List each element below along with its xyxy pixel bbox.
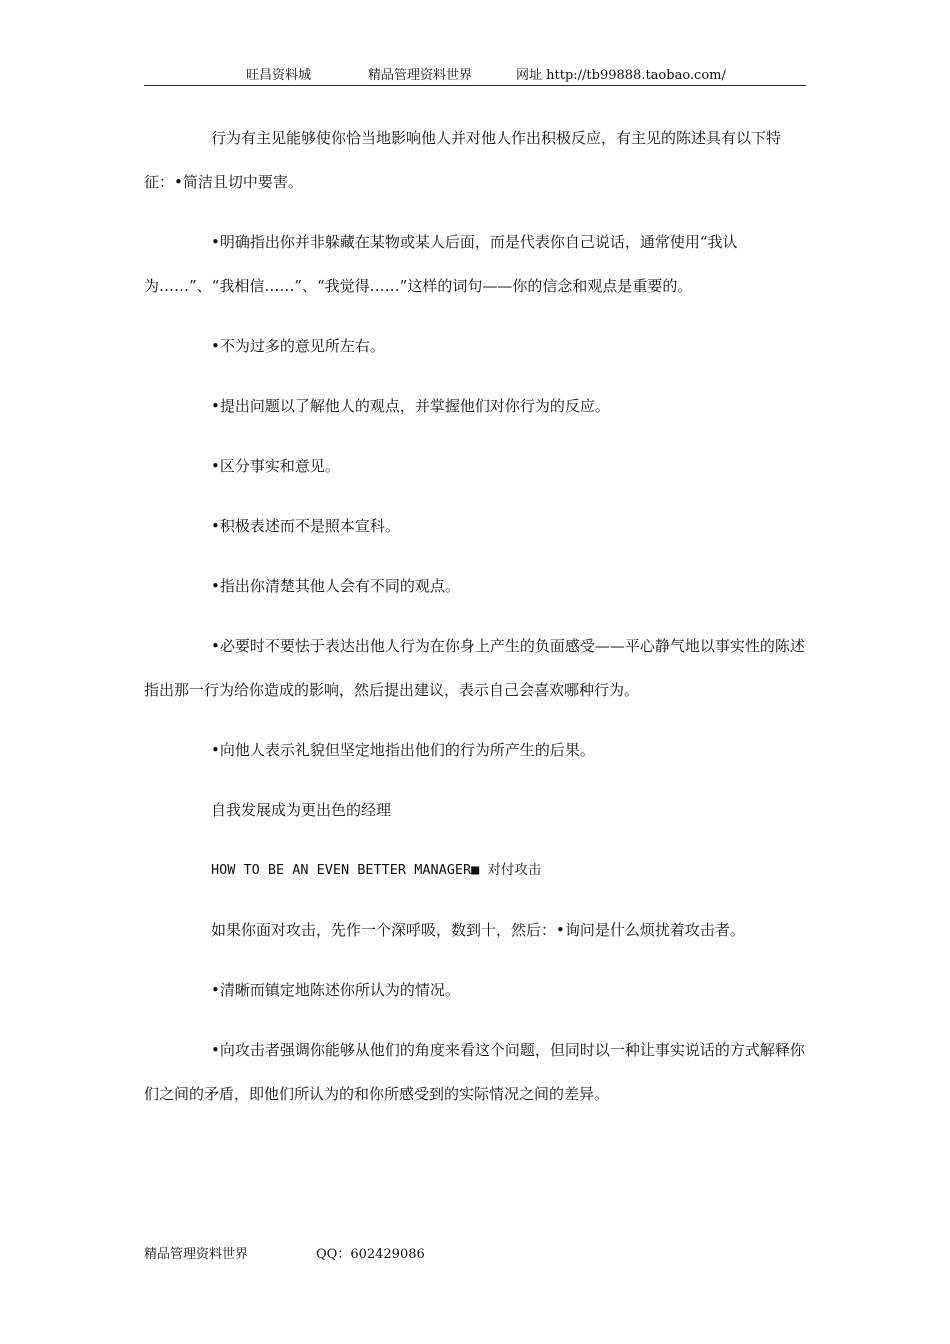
header-world-name: 精品管理资料世界 <box>368 68 473 83</box>
page-header <box>144 66 806 86</box>
bullet-ask-questions: •提出问题以了解他人的观点，并掌握他们对你行为的反应。 <box>211 397 610 415</box>
document-body <box>144 116 806 1132</box>
bullet-state-clearly: •清晰而镇定地陈述你所认为的情况。 <box>211 981 460 999</box>
footer-world-name: 精品管理资料世界 <box>144 1247 249 1262</box>
bullet-not-swayed: •不为过多的意见所左右。 <box>211 337 385 355</box>
paragraph-attack: 如果你面对攻击，先作一个深呼吸，数到十，然后：•询问是什么烦扰着攻击者。 <box>211 921 745 939</box>
footer-qq: QQ：602429086 <box>316 1247 425 1262</box>
bullet-speak-for-self: •明确指出你并非躲藏在某物或某人后面，而是代表你自己说话，通常使用“我认为……”、“我相信……”、“我觉得……”这样的词句——你的信念和观点是重要的。 <box>144 233 738 295</box>
bullet-consequences: •向他人表示礼貌但坚定地指出他们的行为所产生的后果。 <box>211 741 595 759</box>
section-title: 自我发展成为更出色的经理 <box>211 801 392 819</box>
page-footer <box>144 1244 806 1266</box>
header-url: 网址 http://tb99888.taobao.com/ <box>516 68 726 83</box>
header-shop-name: 旺昌资料城 <box>246 68 312 83</box>
paragraph-intro: 行为有主见能够使你恰当地影响他人并对他人作出积极反应，有主见的陈述具有以下特征：•简洁且切中要害。 <box>144 129 782 191</box>
bullet-explain-conflict: •向攻击者强调你能够从他们的角度来看这个问题，但同时以一种让事实说话的方式解释你们之间的矛盾，即他们所认为的和你所感受到的实际情况之间的差异。 <box>144 1041 805 1103</box>
bullet-negative-feelings: •必要时不要怯于表达出他人行为在你身上产生的负面感受——平心静气地以事实性的陈述指出那一行为给你造成的影响，然后提出建议，表示自己会喜欢哪种行为。 <box>144 637 805 699</box>
bullet-positive-statements: •积极表述而不是照本宣科。 <box>211 517 400 535</box>
bullet-other-views: •指出你清楚其他人会有不同的观点。 <box>211 577 460 595</box>
header-divider <box>144 85 806 86</box>
section-subtitle: HOW TO BE AN EVEN BETTER MANAGER■ 对付攻击 <box>211 862 542 878</box>
bullet-facts-opinions: •区分事实和意见。 <box>211 457 340 475</box>
